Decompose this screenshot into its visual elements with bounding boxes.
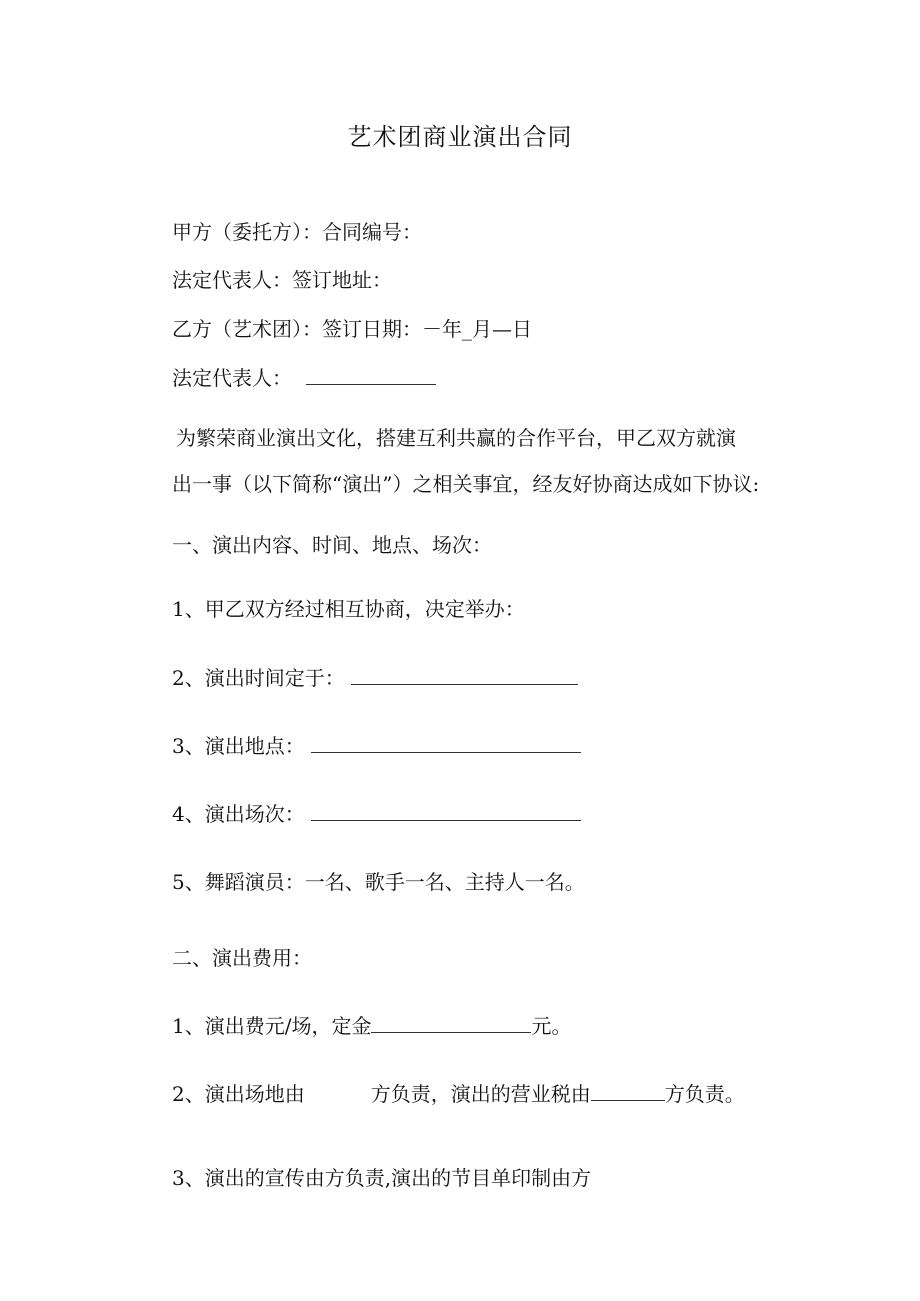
- legal-rep-line-2: [172, 364, 436, 392]
- party-a-line: 甲方（委托方）：合同编号：: [172, 220, 422, 244]
- tax-party-blank: [591, 1080, 665, 1101]
- performance-time-blank: [351, 664, 578, 685]
- legal-rep-label: 法定代表人：: [172, 366, 292, 390]
- section-1-heading: 一、演出内容、时间、地点、场次：: [172, 533, 492, 557]
- intro-line-1: 为繁荣商业演出文化，搭建互利共赢的合作平台，甲乙双方就演: [176, 426, 736, 450]
- performance-venue-blank: [311, 732, 581, 753]
- performance-sessions-label: 4、演出场次：: [172, 802, 305, 826]
- performance-sessions-blank: [311, 800, 581, 821]
- fee-label: 1、演出费元/场，定金: [172, 1014, 372, 1038]
- section-1-item-2: [172, 664, 578, 692]
- legal-rep-blank: [306, 364, 436, 385]
- tax-responsibility-label: 方负责，演出的营业税由: [370, 1082, 591, 1106]
- section-2-heading: 二、演出费用：: [172, 946, 312, 970]
- venue-responsibility-label: 2、演出场地由: [172, 1082, 305, 1106]
- party-b-line: 乙方（艺术团）：签订日期：－年_月—日: [172, 317, 532, 341]
- tax-responsibility-end: 方负责。: [664, 1082, 745, 1106]
- intro-line-2: 出一事（以下简称“演出”）之相关事宜，经友好协商达成如下协议:: [172, 472, 760, 496]
- performance-venue-label: 3、演出地点：: [172, 734, 305, 758]
- section-1-item-1: 1、甲乙双方经过相互协商，决定举办：: [172, 597, 525, 621]
- performance-time-label: 2、演出时间定于：: [172, 666, 345, 690]
- section-2-item-1: [172, 1012, 571, 1040]
- document-title: 艺术团商业演出合同: [347, 123, 573, 151]
- section-2-item-3: 3、演出的宣传由方负责,演出的节目单印制由方: [172, 1166, 592, 1190]
- legal-rep-line-1: 法定代表人：签订地址：: [172, 268, 392, 292]
- section-2-item-2: [172, 1080, 745, 1108]
- section-1-item-4: [172, 800, 581, 828]
- section-1-item-3: [172, 732, 581, 760]
- section-1-item-5: 5、舞蹈演员：一名、歌手一名、主持人一名。: [172, 870, 585, 894]
- deposit-blank: [371, 1012, 531, 1033]
- fee-unit: 元。: [531, 1014, 572, 1038]
